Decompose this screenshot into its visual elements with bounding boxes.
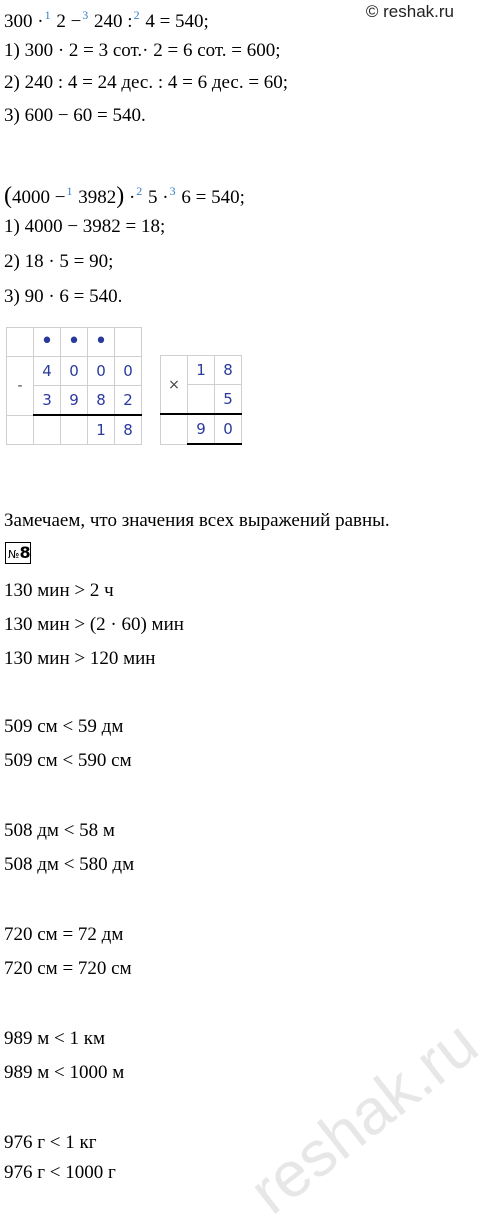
task-number-badge: [5, 542, 31, 564]
expr1-part-c: 240 :: [89, 11, 133, 32]
difference-digit: 1: [88, 415, 115, 445]
minuend-digit: 0: [115, 357, 142, 386]
minuend-digit: 4: [34, 357, 61, 386]
difference-digit: 8: [115, 415, 142, 445]
borrow-dot: •: [88, 328, 115, 357]
expr2-part-e: 6 = 540;: [176, 187, 245, 208]
order-mark-3: 3: [169, 184, 176, 198]
comparison-line: 130 мин > 120 мин: [4, 648, 156, 669]
subtrahend-digit: 2: [115, 386, 142, 416]
order-mark-3: 3: [82, 8, 89, 22]
grid-cell: [34, 415, 61, 445]
expr2-part-d: 5 ·: [143, 187, 169, 208]
expr2-part-a: 4000 −: [12, 187, 66, 208]
comparison-line: 720 см = 72 дм: [4, 924, 124, 945]
comparison-line: 130 мин > (2 · 60) мин: [4, 614, 184, 635]
times-sign: ×: [161, 356, 188, 415]
subtrahend-digit: 3: [34, 386, 61, 416]
expr1-step-2: 2) 240 : 4 = 24 дес. : 4 = 6 дес. = 60;: [4, 72, 289, 93]
subtrahend-digit: 9: [61, 386, 88, 416]
expr2-part-c: ·: [124, 187, 136, 208]
comparison-line: 508 дм < 58 м: [4, 820, 115, 841]
expr2-step-3: 3) 90 · 6 = 540.: [4, 286, 123, 307]
grid-cell: [161, 414, 188, 444]
expr2-step-2: 2) 18 · 5 = 90;: [4, 251, 114, 272]
subtrahend-digit: 8: [88, 386, 115, 416]
minuend-digit: 0: [88, 357, 115, 386]
expression-1: [4, 4, 209, 33]
minuend-digit: 0: [61, 357, 88, 386]
grid-cell: [115, 328, 142, 357]
product-digit: 0: [215, 414, 242, 444]
close-paren: ): [116, 183, 125, 209]
expr1-part-a: 300 ·: [4, 11, 44, 32]
order-mark-1: 1: [44, 8, 51, 22]
multiplicand-digit: 1: [188, 356, 215, 385]
multiplication-column-grid: [160, 355, 242, 445]
expr1-step-1: 1) 300 · 2 = 3 сот.· 2 = 6 сот. = 600;: [4, 40, 281, 61]
expression-2: [4, 180, 245, 209]
open-paren: (: [4, 183, 12, 209]
site-watermark: © reshak.ru: [365, 2, 454, 21]
grid-cell: [61, 415, 88, 445]
comparison-line: 509 см < 590 см: [4, 750, 132, 771]
number-sign: №: [8, 548, 20, 561]
comparison-line: 989 м < 1 км: [4, 1028, 105, 1049]
subtraction-column-grid: [6, 327, 142, 445]
expr2-part-b: 3982: [73, 187, 117, 208]
grid-cell: [188, 385, 215, 415]
order-mark-2: 2: [133, 8, 140, 22]
grid-cell: [7, 328, 34, 357]
grid-cell: [7, 415, 34, 445]
multiplicand-digit: 8: [215, 356, 242, 385]
expr1-step-3: 3) 600 − 60 = 540.: [4, 105, 146, 126]
background-watermark: reshak.ru: [236, 1006, 491, 1228]
expr1-part-b: 2 −: [51, 11, 82, 32]
comparison-line: 989 м < 1000 м: [4, 1062, 125, 1083]
comparison-line: 509 см < 59 дм: [4, 716, 124, 737]
task-number: 8: [19, 543, 31, 562]
expr1-part-d: 4 = 540;: [140, 11, 209, 32]
comparison-line: 976 г < 1000 г: [4, 1162, 116, 1183]
expr2-step-1: 1) 4000 − 3982 = 18;: [4, 216, 166, 237]
borrow-dot: •: [61, 328, 88, 357]
conclusion-text: Замечаем, что значения всех выражений равны.: [4, 510, 390, 531]
comparison-line: 720 см = 720 см: [4, 958, 132, 979]
borrow-dot: •: [34, 328, 61, 357]
order-mark-2: 2: [136, 184, 143, 198]
comparison-line: 976 г < 1 кг: [4, 1132, 97, 1153]
comparison-line: 508 дм < 580 дм: [4, 854, 135, 875]
comparison-line: 130 мин > 2 ч: [4, 580, 114, 601]
multiplier-digit: 5: [215, 385, 242, 415]
minus-sign: -: [7, 357, 34, 416]
order-mark-1: 1: [66, 184, 73, 198]
product-digit: 9: [188, 414, 215, 444]
